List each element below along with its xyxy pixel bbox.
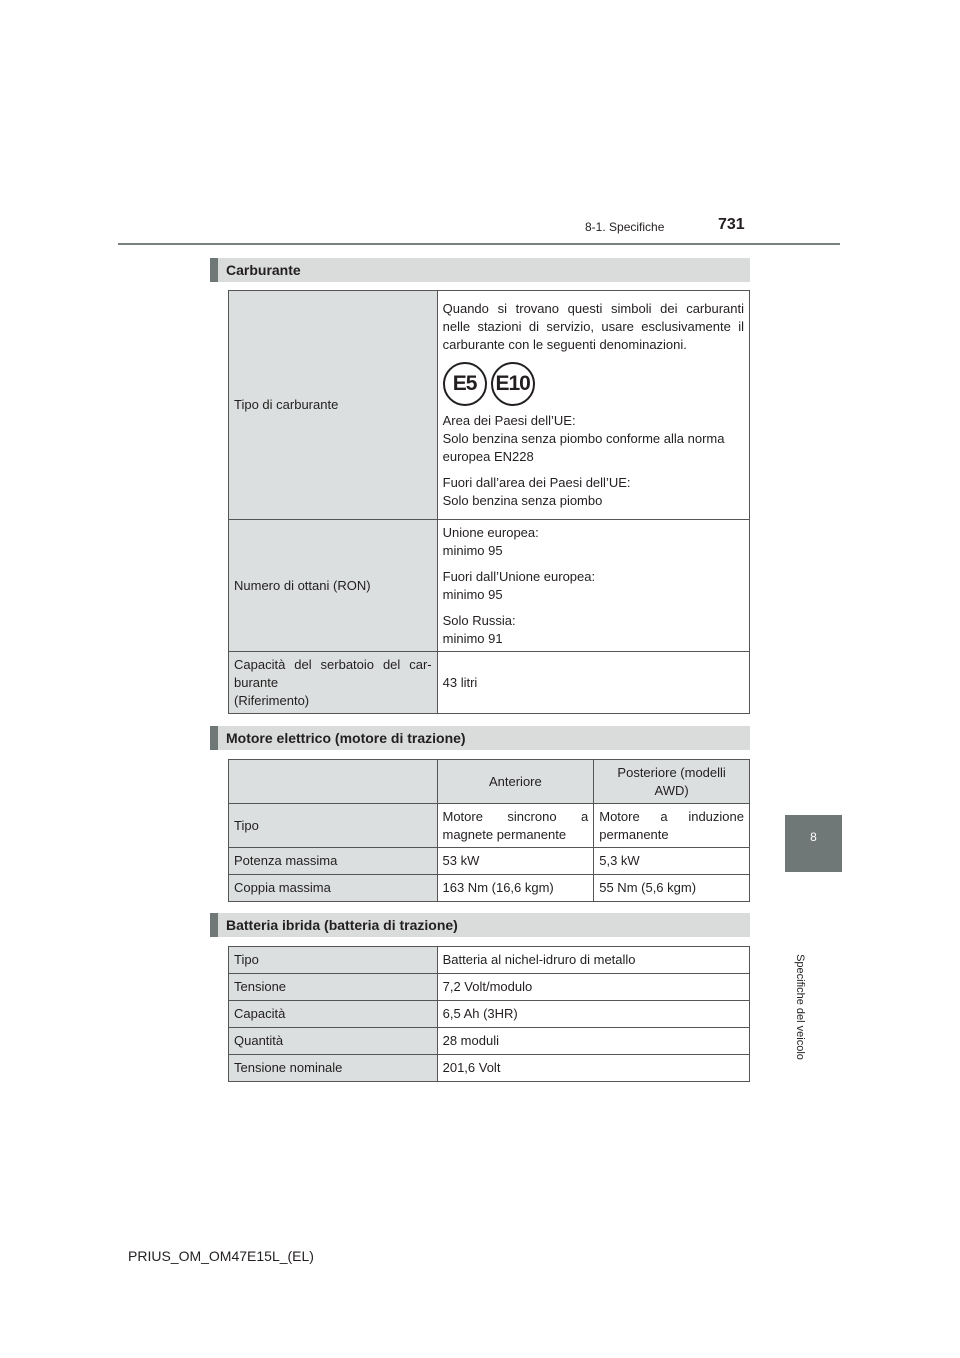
table-row bbox=[229, 947, 750, 974]
octane-value bbox=[437, 520, 749, 652]
fuel-section-heading: Carburante bbox=[210, 258, 750, 282]
motor-front-value: Motore sincrono a magnete permanente bbox=[437, 804, 594, 848]
motor-rear-value: Motore a induzione permanente bbox=[594, 804, 750, 848]
fuel-badges bbox=[443, 362, 744, 406]
e5-fuel-symbol-icon: E5 bbox=[443, 362, 487, 406]
page-number: 731 bbox=[718, 216, 745, 233]
battery-table bbox=[228, 946, 750, 1082]
e10-fuel-symbol-icon: E10 bbox=[491, 362, 535, 406]
table-row bbox=[229, 848, 750, 875]
tank-capacity-label-line1: Capacità del serbatoio del car- bbox=[234, 656, 432, 672]
motor-front-value: 163 Nm (16,6 kgm) bbox=[437, 875, 594, 902]
section-title: 8-1. Specifiche bbox=[585, 220, 665, 234]
fuel-eu-detail: Solo benzina senza piombo conforme alla norma europea EN228 bbox=[442, 431, 725, 464]
chapter-tab: 8 bbox=[785, 815, 842, 872]
table-row bbox=[229, 804, 750, 848]
table-row bbox=[229, 1028, 750, 1055]
battery-row-value: 201,6 Volt bbox=[437, 1055, 749, 1082]
motor-header-empty bbox=[229, 760, 438, 804]
battery-section-heading: Batteria ibrida (batteria di trazione) bbox=[210, 913, 750, 937]
octane-noneu-heading: Fuori dall’Unione europea: bbox=[442, 568, 596, 584]
fuel-eu-note bbox=[443, 412, 744, 466]
header-divider bbox=[118, 243, 840, 245]
tank-capacity-label-line2: burante bbox=[234, 674, 279, 690]
table-row bbox=[229, 652, 750, 714]
motor-row-label: Tipo bbox=[229, 804, 438, 848]
table-row bbox=[229, 760, 750, 804]
table-row bbox=[229, 291, 750, 520]
table-row bbox=[229, 1055, 750, 1082]
motor-front-value: 53 kW bbox=[437, 848, 594, 875]
battery-row-value: 6,5 Ah (3HR) bbox=[437, 1001, 749, 1028]
fuel-table bbox=[228, 290, 750, 714]
motor-row-label: Coppia massima bbox=[229, 875, 438, 902]
motor-col-front: Anteriore bbox=[437, 760, 594, 804]
octane-russia-heading: Solo Russia: bbox=[442, 612, 516, 628]
octane-noneu-value: minimo 95 bbox=[442, 586, 503, 602]
motor-row-label: Potenza massima bbox=[229, 848, 438, 875]
motor-table bbox=[228, 759, 750, 902]
document-code: PRIUS_OM_OM47E15L_(EL) bbox=[128, 1248, 314, 1264]
chapter-label: Specifiche del veicolo bbox=[794, 954, 806, 1060]
battery-row-label: Quantità bbox=[229, 1028, 438, 1055]
battery-row-label: Tensione nominale bbox=[229, 1055, 438, 1082]
table-row bbox=[229, 974, 750, 1001]
battery-row-value: 7,2 Volt/modulo bbox=[437, 974, 749, 1001]
octane-russia-value: minimo 91 bbox=[442, 630, 503, 646]
fuel-type-value bbox=[437, 291, 749, 520]
motor-rear-value: 5,3 kW bbox=[594, 848, 750, 875]
battery-row-label: Capacità bbox=[229, 1001, 438, 1028]
octane-label: Numero di ottani (RON) bbox=[229, 520, 438, 652]
octane-russia bbox=[443, 612, 744, 648]
table-row bbox=[229, 875, 750, 902]
motor-rear-value: 55 Nm (5,6 kgm) bbox=[594, 875, 750, 902]
fuel-noneu-note bbox=[443, 474, 744, 510]
fuel-eu-heading: Area dei Paesi dell’UE: bbox=[442, 413, 576, 428]
tank-capacity-label-line3: (Riferimento) bbox=[234, 692, 310, 708]
tank-capacity-value: 43 litri bbox=[437, 652, 749, 714]
fuel-type-intro: Quando si trovano questi simboli dei carburanti nelle stazioni di servizio, usare esclusivamente il carburante con le seguenti denominazioni. bbox=[442, 301, 744, 352]
fuel-noneu-detail: Solo benzina senza piombo bbox=[442, 493, 603, 508]
motor-col-rear: Posteriore (modelli AWD) bbox=[594, 760, 750, 804]
battery-row-value: Batteria al nichel-idruro di metallo bbox=[437, 947, 749, 974]
fuel-noneu-heading: Fuori dall’area dei Paesi dell’UE: bbox=[442, 475, 631, 490]
motor-section-heading: Motore elettrico (motore di trazione) bbox=[210, 726, 750, 750]
octane-eu-value: minimo 95 bbox=[442, 542, 503, 558]
tank-capacity-label bbox=[229, 652, 438, 714]
octane-eu-heading: Unione europea: bbox=[442, 524, 539, 540]
octane-eu bbox=[443, 524, 744, 560]
battery-row-label: Tensione bbox=[229, 974, 438, 1001]
fuel-type-label: Tipo di carburante bbox=[229, 291, 438, 520]
table-row bbox=[229, 520, 750, 652]
table-row bbox=[229, 1001, 750, 1028]
battery-row-value: 28 moduli bbox=[437, 1028, 749, 1055]
octane-noneu bbox=[443, 568, 744, 604]
battery-row-label: Tipo bbox=[229, 947, 438, 974]
